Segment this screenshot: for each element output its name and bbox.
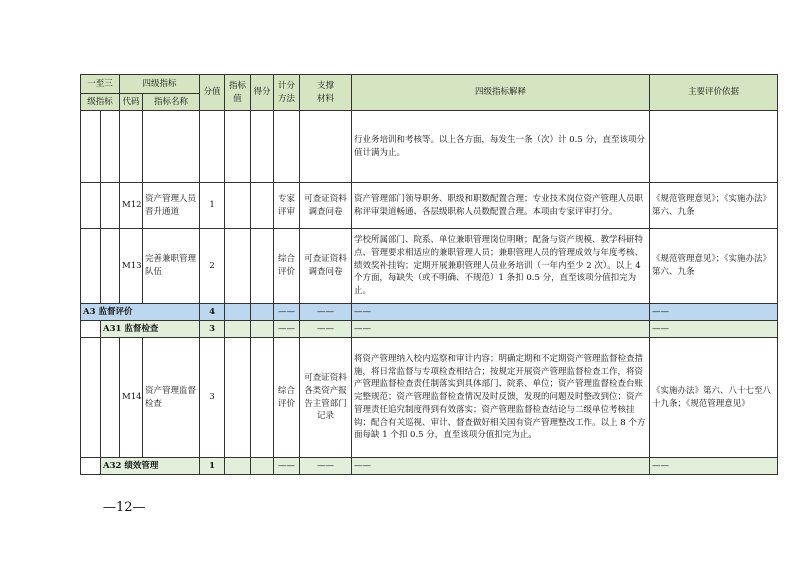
- header-level13: 一至三: [81, 75, 120, 94]
- material-cell: 可查证资料调查问卷: [300, 183, 352, 229]
- table-row-a3: [81, 304, 778, 321]
- dash-cell: ——: [352, 321, 650, 338]
- table-row: [81, 111, 778, 183]
- dash-cell: ——: [300, 321, 352, 338]
- header-basis: 主要评价依据: [650, 75, 778, 111]
- dash-cell: ——: [650, 304, 778, 321]
- basis-cell: 《规范管理意见》；《实施办法》第六、九条: [650, 183, 778, 229]
- material-cell: 可查证资料调查问卷: [300, 229, 352, 304]
- code-cell: M14: [120, 338, 143, 458]
- score-cell: 1: [200, 183, 225, 229]
- dash-cell: ——: [274, 321, 300, 338]
- table-row-a32: [81, 458, 778, 475]
- header-material: 支撑 材料: [300, 75, 352, 111]
- dash-cell: ——: [352, 458, 650, 475]
- level3-label: A32 绩效管理: [101, 458, 200, 475]
- score-cell: 3: [200, 321, 225, 338]
- explanation-cell: 资产管理部门领导职务、职级和职数配置合理；专业技术岗位资产管理人员职称评审渠道畅通、各层级职称人员数配置合理。本项由专家评审打分。: [352, 183, 650, 229]
- indicator-table: [80, 74, 778, 475]
- page-number: —12—: [103, 500, 146, 515]
- basis-cell: 《实施办法》第六、八十七至八十九条；《规范管理意见》: [650, 338, 778, 458]
- explanation-cell: 行业务培训和考核等。以上各方面，每发生一条（次）计 0.5 分，直至该项分值计满为止。: [352, 111, 650, 183]
- dash-cell: ——: [352, 304, 650, 321]
- dash-cell: ——: [274, 458, 300, 475]
- header-code: 代码: [120, 94, 143, 111]
- method-cell: 专家评审: [274, 183, 300, 229]
- table-row: [81, 338, 778, 458]
- explanation-cell: 学校所属部门、院系、单位兼职管理岗位明晰；配备与资产规模、教学科研特点、管理要求相适应的兼职管理人员；兼职管理人员的管理成效与年度考核、绩效奖补挂钩；定期开展兼职管理人员业务培训（一年内至少 2 次）。以上 4 个方面，每缺失（或不明确、不规范）1 条扣 0.5 分，直至该项分值扣完为止。: [352, 229, 650, 304]
- score-cell: 3: [200, 338, 225, 458]
- header-score: 分值: [200, 75, 225, 111]
- dash-cell: ——: [274, 304, 300, 321]
- level3-label: A3 监督评价: [81, 304, 200, 321]
- code-cell: M12: [120, 183, 143, 229]
- dash-cell: ——: [650, 321, 778, 338]
- header-level4: 四级指标: [120, 75, 200, 94]
- header-explanation: 四级指标解释: [352, 75, 650, 111]
- method-cell: 综合评价: [274, 338, 300, 458]
- material-cell: 可查证资料各类资产报告主管部门记录: [300, 338, 352, 458]
- method-cell: 综合评价: [274, 229, 300, 304]
- explanation-cell: 将资产管理纳入校内巡察和审计内容；明确定期和不定期资产管理监督检查措施，将日常监督与专项检查相结合；按规定开展资产管理监督检查工作，将资产管理监督检查责任制落实到具体部门、院系、单位；资产管理监督检查台账完整规范；资产管理监督检查情况及时反馈，发现的问题及时整改到位；资产管理责任追究制度得到有效落实；资产管理监督检查结论与二级单位考核挂钩；配合有关巡视、审计、督查做好相关国有资产管理整改工作。以上 8 个方面每缺 1 个扣 0.5 分，直至该项分值扣完为止。: [352, 338, 650, 458]
- table-row: [81, 183, 778, 229]
- header-level13-sub: 级指标: [81, 94, 120, 111]
- dash-cell: ——: [300, 304, 352, 321]
- score-cell: 2: [200, 229, 225, 304]
- dash-cell: ——: [650, 458, 778, 475]
- table-row: [81, 229, 778, 304]
- header-got-score: 得分: [251, 75, 274, 111]
- dash-cell: ——: [300, 458, 352, 475]
- level3-label: A31 监督检查: [101, 321, 200, 338]
- code-cell: M13: [120, 229, 143, 304]
- basis-cell: 《规范管理意见》；《实施办法》第六、九条: [650, 229, 778, 304]
- score-cell: 1: [200, 458, 225, 475]
- score-cell: 4: [200, 304, 225, 321]
- header-indicator-value: 指标 值: [225, 75, 251, 111]
- table-row-a31: [81, 321, 778, 338]
- name-cell: 完善兼职管理队伍: [143, 229, 200, 304]
- name-cell: 资产管理监督检查: [143, 338, 200, 458]
- header-name: 指标名称: [143, 94, 200, 111]
- name-cell: 资产管理人员晋升通道: [143, 183, 200, 229]
- header-method: 计分 方法: [274, 75, 300, 111]
